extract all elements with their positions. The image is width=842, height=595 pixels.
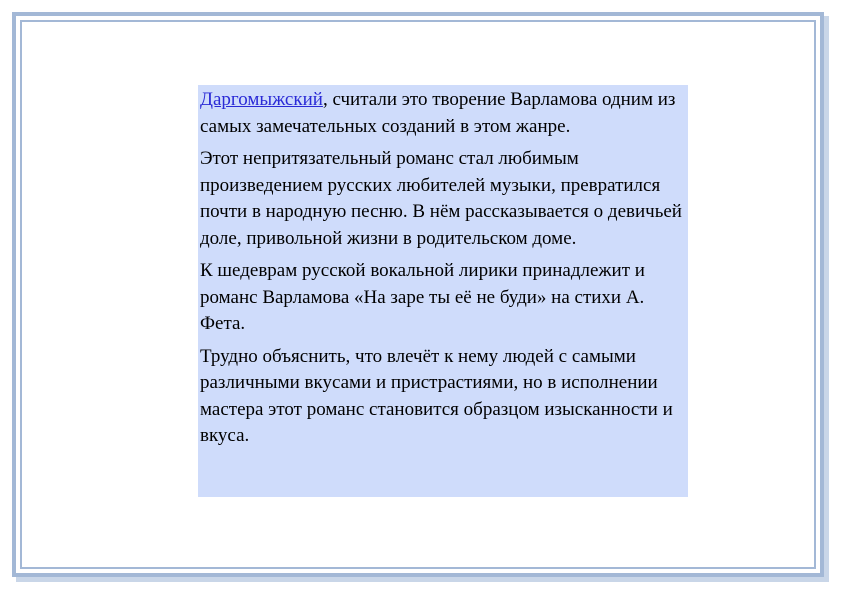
frame-shadow-bottom <box>16 577 829 582</box>
paragraph-1 <box>200 87 686 140</box>
text-box <box>198 85 688 497</box>
paragraph-4: Трудно объяснить, что влечёт к нему людей с самыми различными вкусами и пристрастиями, но в исполнении мастера этот романс становится образцом изысканности и вкуса. <box>200 345 673 446</box>
paragraph-3: К шедеврам русской вокальной лирики принадлежит и романс Варламова «На заре ты её не буди» на стихи А. Фета. <box>200 260 645 334</box>
dargomyzhsky-link[interactable]: Даргомыжский <box>200 89 323 110</box>
frame-shadow-right <box>824 16 829 581</box>
paragraph-2: Этот непритязательный романс стал любимым произведением русских любителей музыки, превратился почти в народную песню. В нём рассказывается о девичьей доле, привольной жизни в родительском доме. <box>200 148 682 249</box>
paragraph-1-text: , считали это творение Варламова одним из самых замечательных созданий в этом жанре. <box>200 89 676 137</box>
